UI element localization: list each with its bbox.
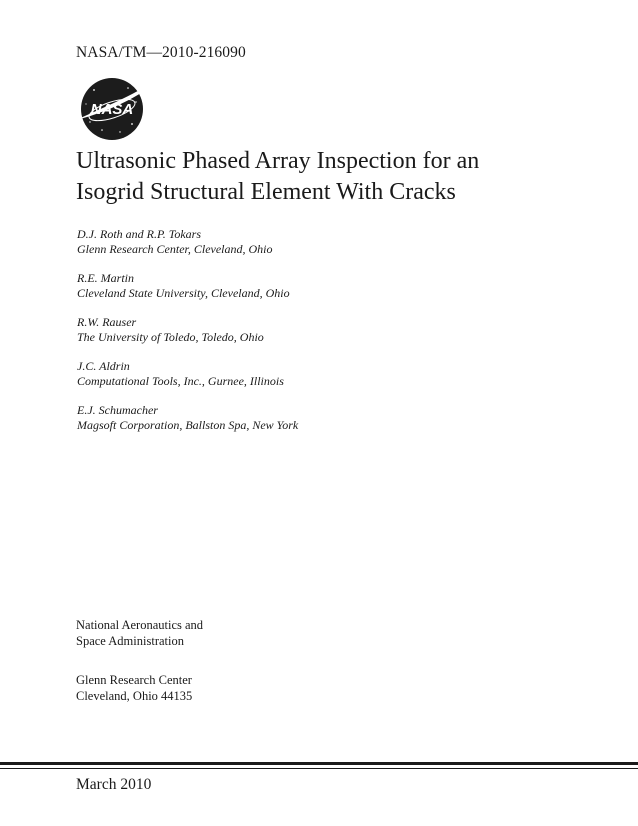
author-affiliation: Cleveland State University, Cleveland, Ohio	[77, 286, 290, 300]
author-names: J.C. Aldrin	[77, 359, 130, 373]
report-number: NASA/TM—2010-216090	[76, 44, 246, 61]
publication-date: March 2010	[76, 776, 152, 793]
author-affiliation: The University of Toledo, Toledo, Ohio	[77, 330, 264, 344]
nasa-logo-text: NASA	[90, 101, 134, 118]
author-affiliation: Computational Tools, Inc., Gurnee, Illinois	[77, 374, 284, 388]
author-block	[77, 315, 597, 345]
author-affiliation: Magsoft Corporation, Ballston Spa, New York	[77, 418, 299, 432]
center-address	[76, 672, 192, 704]
agency-line-1: National Aeronautics and	[76, 618, 204, 632]
footer-rule-thin	[0, 768, 638, 769]
author-affiliation: Glenn Research Center, Cleveland, Ohio	[77, 242, 273, 256]
title-line-1: Ultrasonic Phased Array Inspection for an	[76, 148, 480, 174]
author-names: E.J. Schumacher	[77, 403, 158, 417]
author-names: R.E. Martin	[77, 271, 134, 285]
title-line-2: Isogrid Structural Element With Cracks	[76, 179, 456, 205]
agency-name	[76, 617, 203, 649]
nasa-logo	[72, 76, 152, 142]
author-names: R.W. Rauser	[77, 315, 137, 329]
center-line-2: Cleveland, Ohio 44135	[76, 689, 193, 703]
document-title	[76, 146, 616, 208]
footer-rule-thick	[0, 762, 638, 765]
author-names: D.J. Roth and R.P. Tokars	[77, 227, 202, 241]
author-block	[77, 359, 597, 389]
author-list	[77, 227, 597, 447]
author-block	[77, 271, 597, 301]
author-block	[77, 403, 597, 433]
center-line-1: Glenn Research Center	[76, 673, 192, 687]
author-block	[77, 227, 597, 257]
agency-line-2: Space Administration	[76, 634, 184, 648]
